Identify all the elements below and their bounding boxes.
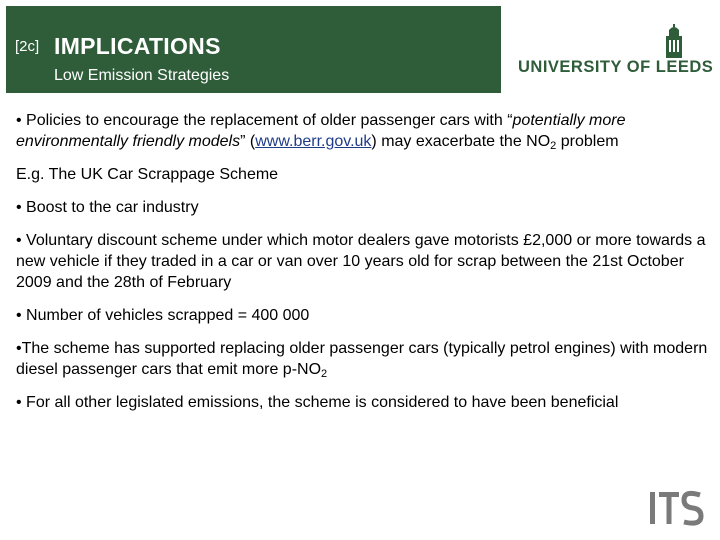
section-tag: [2c] <box>15 38 40 55</box>
its-logo-icon <box>648 490 704 528</box>
berr-link[interactable]: www.berr.gov.uk <box>255 133 372 150</box>
tower-icon <box>663 24 685 58</box>
bullet-policies: • Policies to encourage the replacement of older passenger cars with “potentially more environmentally friendly models” (www.berr.gov.uk) may exacerbate the $NO_2$ problem <box>16 112 626 152</box>
slide-body <box>16 110 716 425</box>
slide-subtitle: Low Emission Strategies <box>54 67 230 84</box>
bullet-diesel-replacement: •The scheme has supported replacing older passenger cars (typically petrol engines) with modern diesel passenger cars that emit more $p-NO_2$ <box>16 340 708 380</box>
scheme-heading: E.g. The UK Car Scrappage Scheme <box>16 166 279 183</box>
university-name: UNIVERSITY OF LEEDS <box>518 58 714 76</box>
slide-title: IMPLICATIONS <box>54 33 221 59</box>
bullet-boost: • Boost to the car industry <box>16 199 199 216</box>
bullet-other-emissions: • For all other legislated emissions, the scheme is considered to have been beneficial <box>16 394 619 411</box>
bullet-vehicles-scrapped: • Number of vehicles scrapped = 400 000 <box>16 307 310 324</box>
header-banner <box>6 6 719 93</box>
italic-quote: potentially more environmentally friendly models <box>16 112 626 150</box>
bullet-voluntary-discount: • Voluntary discount scheme under which motor dealers gave motorists £2,000 or more towards a new vehicle if they traded in a car or van over 10 years old for scrap between the 21st October 2009 and the 28th of February <box>16 232 706 291</box>
university-logo <box>501 6 719 93</box>
